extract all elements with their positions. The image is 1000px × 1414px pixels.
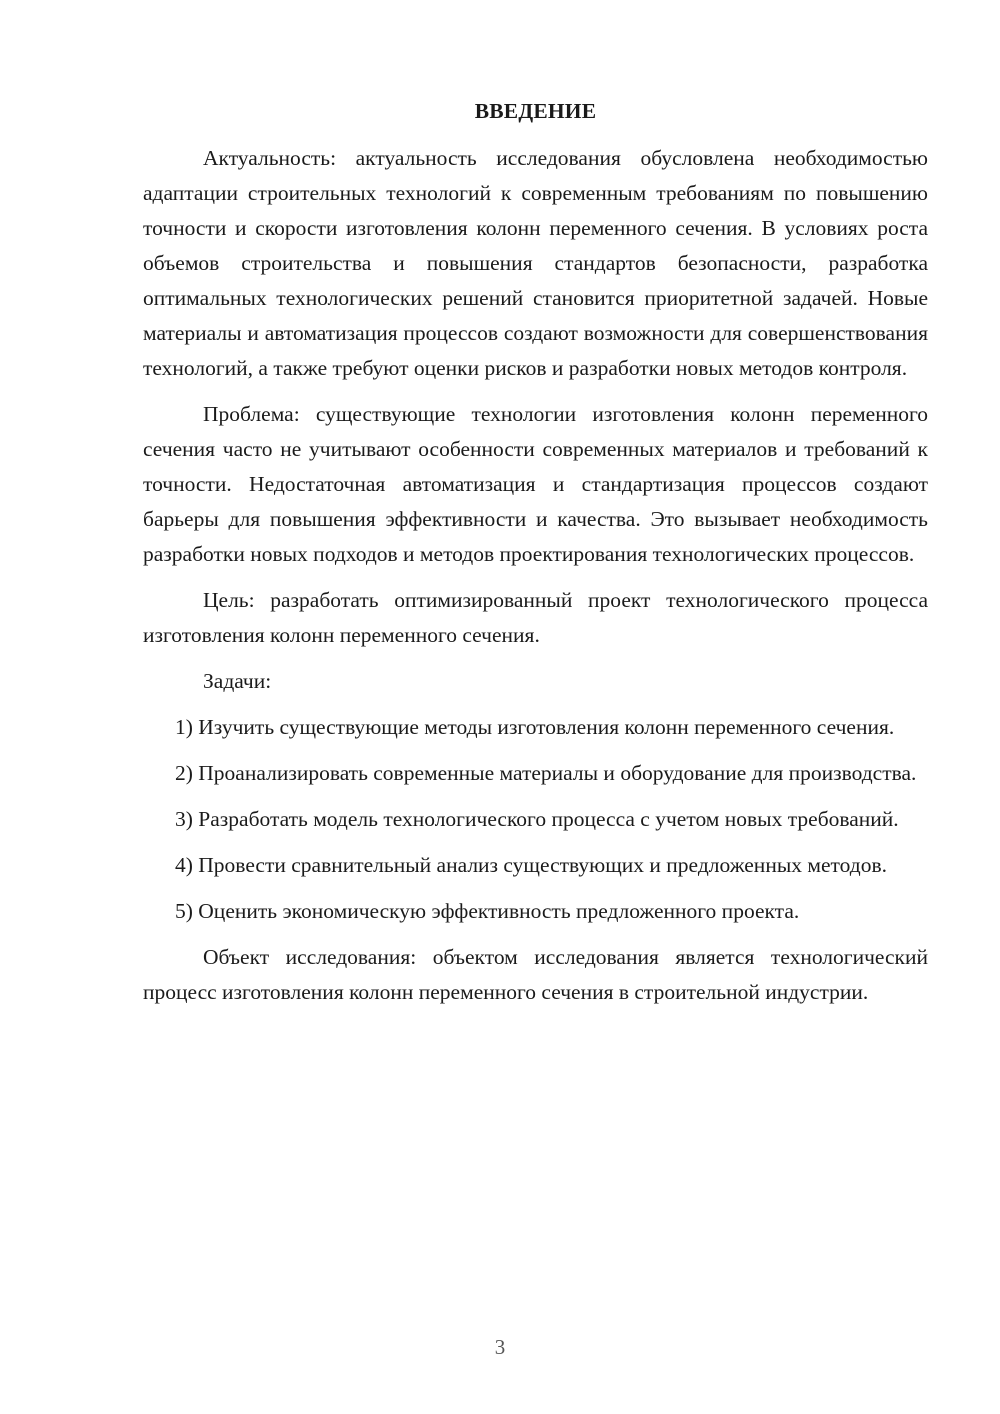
task-item-4: 4) Провести сравнительный анализ существующих и предложенных методов. bbox=[175, 853, 887, 877]
paragraph-problem: Проблема: существующие технологии изготовления колонн переменного сечения часто не учитывают особенности современных материалов и требований к точности. Недостаточная автоматизация и стандартизация процессов создают барьеры для повышения эффективности и качества. Это вызывает необходимость разработки новых подходов и методов проектирования технологических процессов. bbox=[143, 402, 928, 566]
document-body bbox=[143, 94, 928, 1021]
paragraph-goal: Цель: разработать оптимизированный проект технологического процесса изготовления колонн переменного сечения. bbox=[143, 588, 928, 647]
page-title: ВВЕДЕНИЕ bbox=[474, 99, 597, 123]
page-number: 3 bbox=[494, 1335, 506, 1359]
paragraph-object: Объект исследования: объектом исследования является технологический процесс изготовления колонн переменного сечения в строительной индустрии. bbox=[143, 945, 928, 1004]
tasks-heading: Задачи: bbox=[203, 669, 272, 693]
task-item-5: 5) Оценить экономическую эффективность предложенного проекта. bbox=[175, 899, 800, 923]
task-item-3: 3) Разработать модель технологического процесса с учетом новых требований. bbox=[175, 807, 899, 831]
task-item-2: 2) Проанализировать современные материалы и оборудование для производства. bbox=[175, 761, 917, 785]
paragraph-relevance: Актуальность: актуальность исследования обусловлена необходимостью адаптации строительных технологий к современным требованиям по повышению точности и скорости изготовления колонн переменного сечения. В условиях роста объемов строительства и повышения стандартов безопасности, разработка оптимальных технологических решений становится приоритетной задачей. Новые материалы и автоматизация процессов создают возможности для совершенствования технологий, а также требуют оценки рисков и разработки новых методов контроля. bbox=[143, 146, 928, 380]
task-item-1: 1) Изучить существующие методы изготовления колонн переменного сечения. bbox=[175, 715, 895, 739]
